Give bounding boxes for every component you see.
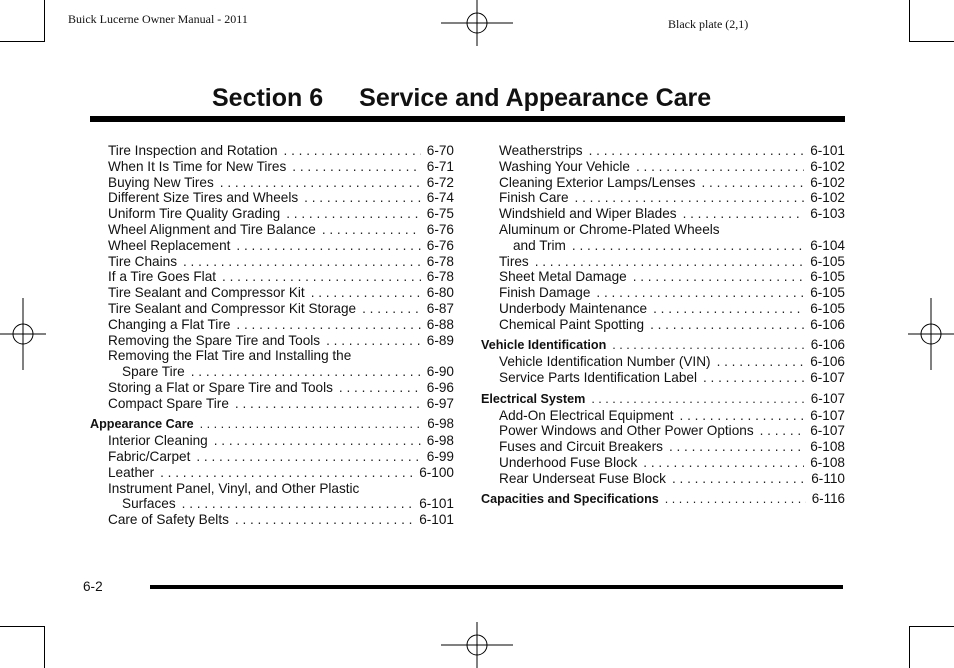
toc-entry-page: 6-89 — [426, 332, 454, 348]
toc-entry[interactable] — [90, 433, 454, 449]
toc-entry[interactable] — [90, 269, 454, 285]
toc-entry-label: Uniform Tire Quality Grading — [108, 206, 281, 222]
toc-entry-label: Electrical System — [481, 391, 586, 406]
toc-left-column — [90, 143, 454, 528]
title-rule — [90, 116, 845, 122]
crop-mark-top-left-vertical — [44, 0, 45, 42]
toc-entry-label: Underhood Fuse Block — [499, 454, 638, 470]
toc-entry-page: 6-107 — [810, 423, 845, 439]
toc-entry-page: 6-104 — [810, 237, 845, 253]
toc-entry-label: Tire Chains — [108, 253, 177, 269]
toc-heading[interactable] — [481, 337, 845, 354]
dot-leader — [653, 301, 804, 317]
toc-entry[interactable] — [481, 269, 845, 285]
toc-entry[interactable] — [90, 301, 454, 317]
toc-entry[interactable] — [90, 254, 454, 270]
dot-leader — [311, 285, 421, 301]
toc-entry-page: 6-98 — [426, 433, 454, 449]
toc-entry-page: 6-71 — [426, 158, 454, 174]
toc-entry[interactable] — [90, 285, 454, 301]
dot-leader — [665, 492, 806, 508]
dot-leader — [636, 159, 804, 175]
toc-entry-label: Care of Safety Belts — [108, 512, 229, 528]
dot-leader — [183, 254, 421, 270]
dot-leader — [680, 408, 805, 424]
toc-entry-label: Capacities and Specifications — [481, 492, 659, 507]
toc-entry-page: 6-106 — [810, 316, 845, 332]
toc-entry-label: Surfaces — [122, 496, 176, 512]
toc-entry-page: 6-102 — [810, 158, 845, 174]
toc-entry[interactable] — [90, 396, 454, 412]
toc-entry-label: Compact Spare Tire — [108, 395, 229, 411]
dot-leader — [339, 380, 421, 396]
toc-entry-label: Interior Cleaning — [108, 433, 208, 449]
toc-entry[interactable] — [481, 408, 845, 424]
registration-mark-right — [908, 298, 954, 370]
toc-entry-label: Buying New Tires — [108, 174, 214, 190]
dot-leader — [572, 238, 804, 254]
crop-mark-bottom-right-vertical — [909, 626, 910, 668]
toc-entry-label: Weatherstrips — [499, 143, 583, 158]
toc-entry-label: Fabric/Carpet — [108, 449, 191, 465]
section-title — [212, 84, 711, 113]
dot-leader — [703, 370, 804, 386]
dot-leader — [236, 238, 420, 254]
toc-entry[interactable] — [481, 455, 845, 471]
toc-entry-label: Tire Sealant and Compressor Kit Storage — [108, 300, 357, 316]
crop-mark-bottom-left-horizontal — [0, 626, 45, 627]
dot-leader — [200, 417, 422, 433]
toc-entry-label: Tire Inspection and Rotation — [108, 143, 278, 158]
toc-entry-page: 6-98 — [427, 416, 454, 432]
crop-mark-top-right-horizontal — [909, 41, 954, 42]
toc-entry-label: Changing a Flat Tire — [108, 316, 231, 332]
toc-entry-page: 6-90 — [426, 364, 454, 380]
toc-entry-page: 6-105 — [810, 285, 845, 301]
registration-mark-top — [441, 0, 513, 46]
toc-entry-label: Fuses and Circuit Breakers — [499, 439, 663, 455]
registration-mark-bottom — [441, 622, 513, 668]
toc-entry[interactable] — [481, 370, 845, 386]
section-number: Section 6 — [212, 84, 324, 112]
toc-entry[interactable] — [90, 222, 454, 238]
dot-leader — [326, 333, 421, 349]
toc-entry-page: 6-102 — [810, 190, 845, 206]
dot-leader — [191, 364, 421, 380]
toc-entry[interactable] — [481, 317, 845, 333]
toc-entry[interactable] — [90, 465, 454, 481]
crop-mark-bottom-right-horizontal — [909, 626, 954, 627]
toc-entry-page: 6-107 — [810, 370, 845, 386]
toc-entry-page: 6-108 — [810, 439, 845, 455]
toc-entry-label: Tire Sealant and Compressor Kit — [108, 285, 305, 301]
registration-mark-left — [0, 298, 46, 370]
toc-entry-page: 6-88 — [426, 316, 454, 332]
toc-entry-page: 6-107 — [810, 407, 845, 423]
toc-entry[interactable] — [481, 439, 845, 455]
toc-entry-page: 6-75 — [426, 206, 454, 222]
dot-leader — [235, 512, 413, 528]
toc-entry-page: 6-72 — [426, 174, 454, 190]
dot-leader — [589, 143, 805, 159]
dot-leader — [650, 317, 804, 333]
dot-leader — [633, 269, 805, 285]
toc-entry-label: Different Size Tires and Wheels — [108, 190, 299, 206]
dot-leader — [591, 392, 804, 408]
dot-leader — [596, 285, 804, 301]
dot-leader — [717, 354, 805, 370]
toc-entry[interactable] — [90, 512, 454, 528]
toc-entry-label: When It Is Time for New Tires — [108, 158, 287, 174]
toc-entry[interactable] — [90, 238, 454, 254]
toc-entry-page: 6-105 — [810, 269, 845, 285]
toc-entry-page: 6-78 — [426, 253, 454, 269]
toc-entry-page: 6-101 — [419, 496, 454, 512]
toc-entry-page: 6-87 — [426, 300, 454, 316]
toc-entry-page: 6-96 — [426, 379, 454, 395]
toc-heading[interactable] — [481, 391, 845, 408]
toc-entry-label: Washing Your Vehicle — [499, 158, 630, 174]
dot-leader — [683, 206, 805, 222]
toc-entry-label: Sheet Metal Damage — [499, 269, 627, 285]
toc-entry-label: Removing the Flat Tire and Installing the — [108, 348, 352, 364]
toc-entry-label: and Trim — [513, 237, 566, 253]
toc-entry-label: Finish Damage — [499, 285, 591, 301]
crop-mark-top-left-horizontal — [0, 41, 45, 42]
toc-entry[interactable] — [481, 301, 845, 317]
toc-entry-page: 6-76 — [426, 221, 454, 237]
toc-entry[interactable] — [90, 190, 454, 206]
toc-entry[interactable] — [90, 496, 454, 512]
toc-entry[interactable] — [481, 222, 845, 238]
manual-title: Buick Lucerne Owner Manual - 2011 — [68, 12, 248, 26]
dot-leader — [643, 455, 804, 471]
toc-entry-label: Cleaning Exterior Lamps/Lenses — [499, 174, 696, 190]
toc-entry[interactable] — [90, 317, 454, 333]
toc-entry[interactable] — [481, 143, 845, 159]
toc-entry-label: Finish Care — [499, 190, 569, 206]
dot-leader — [362, 301, 421, 317]
dot-leader — [284, 143, 421, 159]
toc-entry-label: Leather — [108, 464, 155, 480]
plate-label: Black plate (2,1) — [668, 17, 749, 31]
dot-leader — [304, 190, 421, 206]
toc-entry-label: Chemical Paint Spotting — [499, 316, 645, 332]
toc-entry-label: Storing a Flat or Spare Tire and Tools — [108, 379, 333, 395]
toc-entry-label: Removing the Spare Tire and Tools — [108, 332, 321, 348]
dot-leader — [701, 175, 804, 191]
dot-leader — [196, 449, 420, 465]
toc-entry-page: 6-99 — [426, 449, 454, 465]
dot-leader — [575, 190, 805, 206]
toc-entry-page: 6-108 — [810, 454, 845, 470]
toc-entry-page: 6-116 — [811, 491, 845, 507]
dot-leader — [535, 254, 805, 270]
toc-entry-label: Service Parts Identification Label — [499, 370, 697, 386]
toc-entry-page: 6-105 — [810, 300, 845, 316]
toc-entry[interactable] — [481, 238, 845, 254]
crop-mark-top-right-vertical — [909, 0, 910, 42]
toc-entry[interactable] — [90, 380, 454, 396]
dot-leader — [160, 465, 413, 481]
toc-entry-label: Appearance Care — [90, 417, 194, 432]
toc-entry-page: 6-74 — [426, 190, 454, 206]
toc-entry[interactable] — [90, 333, 454, 349]
toc-entry[interactable] — [90, 159, 454, 175]
toc-entry[interactable] — [481, 423, 845, 439]
toc-entry-page: 6-110 — [811, 470, 845, 486]
toc-entry-page: 6-78 — [426, 269, 454, 285]
toc-entry[interactable] — [481, 206, 845, 222]
toc-entry[interactable] — [90, 348, 454, 364]
toc-entry[interactable] — [481, 159, 845, 175]
dot-leader — [222, 269, 421, 285]
toc-entry-page: 6-97 — [426, 395, 454, 411]
toc-entry-label: Instrument Panel, Vinyl, and Other Plastic — [108, 480, 360, 496]
dot-leader — [236, 317, 420, 333]
dot-leader — [760, 423, 805, 439]
toc-entry-page: 6-103 — [810, 206, 845, 222]
toc-heading[interactable] — [90, 416, 454, 433]
toc-entry-page: 6-106 — [810, 337, 845, 353]
crop-mark-bottom-left-vertical — [44, 626, 45, 668]
toc-right-column — [481, 143, 845, 508]
toc-entry-label: Vehicle Identification Number (VIN) — [499, 354, 711, 370]
toc-entry-label: If a Tire Goes Flat — [108, 269, 217, 285]
toc-entry-label: Vehicle Identification — [481, 338, 607, 353]
toc-entry[interactable] — [481, 190, 845, 206]
toc-entry-page: 6-107 — [810, 390, 845, 406]
toc-entry-page: 6-102 — [810, 174, 845, 190]
dot-leader — [182, 496, 414, 512]
toc-entry[interactable] — [481, 175, 845, 191]
toc-entry-page: 6-106 — [810, 354, 845, 370]
dot-leader — [669, 439, 804, 455]
toc-entry-page: 6-105 — [810, 253, 845, 269]
dot-leader — [286, 206, 421, 222]
toc-entry-label: Rear Underseat Fuse Block — [499, 470, 666, 486]
toc-entry-label: Tires — [499, 253, 529, 269]
section-name: Service and Appearance Care — [359, 84, 712, 112]
toc-entry-page: 6-100 — [419, 464, 454, 480]
toc-entry[interactable] — [90, 206, 454, 222]
toc-entry[interactable] — [481, 285, 845, 301]
toc-entry-page: 6-76 — [426, 237, 454, 253]
toc-entry[interactable] — [481, 254, 845, 270]
toc-entry[interactable] — [481, 471, 845, 487]
toc-entry-page: 6-80 — [426, 285, 454, 301]
toc-entry-label: Add-On Electrical Equipment — [499, 407, 674, 423]
page-number: 6-2 — [83, 579, 103, 594]
dot-leader — [292, 159, 421, 175]
footer-rule — [150, 585, 843, 589]
toc-entry-page: 6-101 — [419, 512, 454, 528]
toc-entry-label: Wheel Replacement — [108, 237, 231, 253]
toc-entry-page: 6-70 — [426, 143, 454, 158]
toc-entry[interactable] — [90, 143, 454, 159]
toc-entry[interactable] — [90, 481, 454, 497]
toc-entry[interactable] — [481, 354, 845, 370]
toc-entry-label: Power Windows and Other Power Options — [499, 423, 754, 439]
dot-leader — [220, 175, 421, 191]
dot-leader — [322, 222, 421, 238]
toc-heading[interactable] — [481, 491, 845, 508]
toc-entry-page: 6-101 — [810, 143, 845, 158]
dot-leader — [214, 433, 421, 449]
toc-entry-label: Wheel Alignment and Tire Balance — [108, 221, 316, 237]
dot-leader — [235, 396, 421, 412]
toc-entry-label: Aluminum or Chrome-Plated Wheels — [499, 221, 720, 237]
toc-entry[interactable] — [90, 175, 454, 191]
dot-leader — [612, 338, 804, 354]
toc-entry-label: Spare Tire — [122, 364, 185, 380]
toc-entry-label: Windshield and Wiper Blades — [499, 206, 677, 222]
toc-entry-label: Underbody Maintenance — [499, 300, 648, 316]
dot-leader — [672, 471, 805, 487]
toc-entry[interactable] — [90, 449, 454, 465]
toc-entry[interactable] — [90, 364, 454, 380]
